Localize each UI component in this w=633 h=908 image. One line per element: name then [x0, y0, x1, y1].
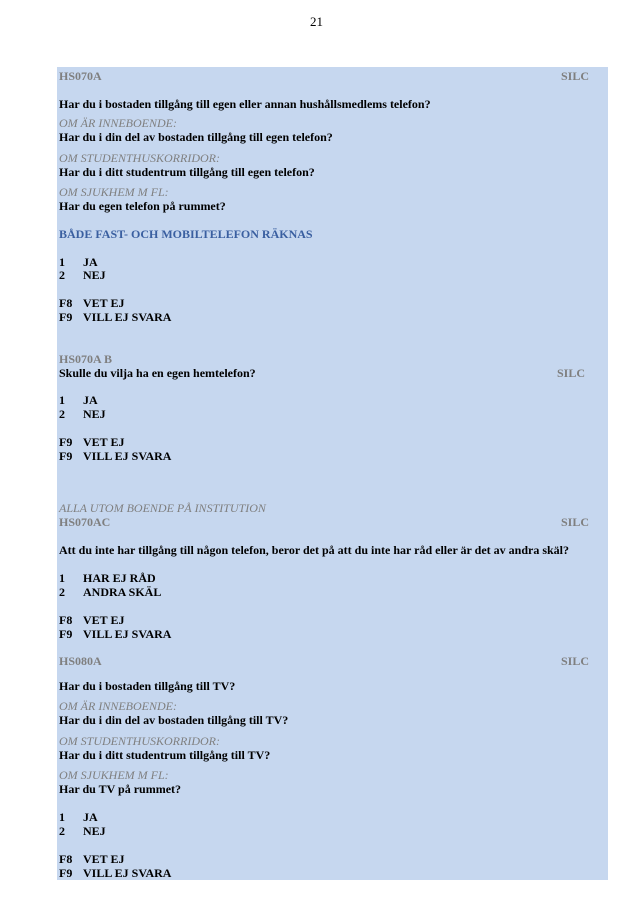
- answer-option: F8 VET EJ: [59, 852, 125, 866]
- answer-option: 1 JA: [59, 255, 98, 269]
- answer-option: F9 VILL EJ SVARA: [59, 449, 172, 463]
- answer-option: F9 VILL EJ SVARA: [59, 627, 172, 641]
- question-variant: Har du i ditt studentrum tillgång till egen telefon?: [59, 165, 315, 179]
- source-label: SILC: [561, 69, 590, 83]
- answer-option: 1 HAR EJ RÅD: [59, 571, 156, 585]
- answer-option: F8 VET EJ: [59, 296, 125, 310]
- condition-label: OM ÄR INNEBOENDE:: [59, 116, 177, 130]
- question-code: HS070A: [59, 69, 102, 83]
- question-variant: Har du i din del av bostaden tillgång till TV?: [59, 713, 289, 727]
- question-text: Skulle du vilja ha en egen hemtelefon?: [59, 366, 256, 380]
- answer-option: 2 NEJ: [59, 407, 106, 421]
- answer-option: F9 VET EJ: [59, 435, 125, 449]
- answer-option: 1 JA: [59, 393, 98, 407]
- question-variant: Har du egen telefon på rummet?: [59, 199, 226, 213]
- answer-option: F8 VET EJ: [59, 613, 125, 627]
- interviewer-instruction: BÅDE FAST- OCH MOBILTELEFON RÄKNAS: [59, 227, 313, 241]
- question-code: HS080A: [59, 654, 102, 668]
- question-variant: Har du TV på rummet?: [59, 782, 182, 796]
- condition-label: OM ÄR INNEBOENDE:: [59, 699, 177, 713]
- question-text: Att du inte har tillgång till någon telefon, beror det på att du inte har råd eller är det av andra skäl?: [59, 543, 570, 557]
- answer-option: 2 NEJ: [59, 824, 106, 838]
- answer-option: F9 VILL EJ SVARA: [59, 866, 172, 880]
- question-code: HS070AC: [59, 515, 111, 529]
- answer-option: 2 NEJ: [59, 268, 106, 282]
- question-variant: Har du i din del av bostaden tillgång till egen telefon?: [59, 130, 333, 144]
- answer-option: 2 ANDRA SKÄL: [59, 585, 162, 599]
- answer-option: 1 JA: [59, 810, 98, 824]
- page-number: 21: [310, 14, 323, 29]
- source-label: SILC: [561, 654, 590, 668]
- condition-label: OM SJUKHEM M FL:: [59, 185, 169, 199]
- filter-condition: ALLA UTOM BOENDE PÅ INSTITUTION: [59, 501, 266, 515]
- question-text: Har du i bostaden tillgång till egen eller annan hushållsmedlems telefon?: [59, 97, 431, 111]
- answer-option: F9 VILL EJ SVARA: [59, 310, 172, 324]
- condition-label: OM SJUKHEM M FL:: [59, 768, 169, 782]
- source-label: SILC: [557, 366, 586, 380]
- condition-label: OM STUDENTHUSKORRIDOR:: [59, 734, 220, 748]
- condition-label: OM STUDENTHUSKORRIDOR:: [59, 151, 220, 165]
- source-label: SILC: [561, 515, 590, 529]
- question-text: Har du i bostaden tillgång till TV?: [59, 679, 236, 693]
- question-variant: Har du i ditt studentrum tillgång till TV?: [59, 748, 271, 762]
- question-code: HS070A B: [59, 352, 113, 366]
